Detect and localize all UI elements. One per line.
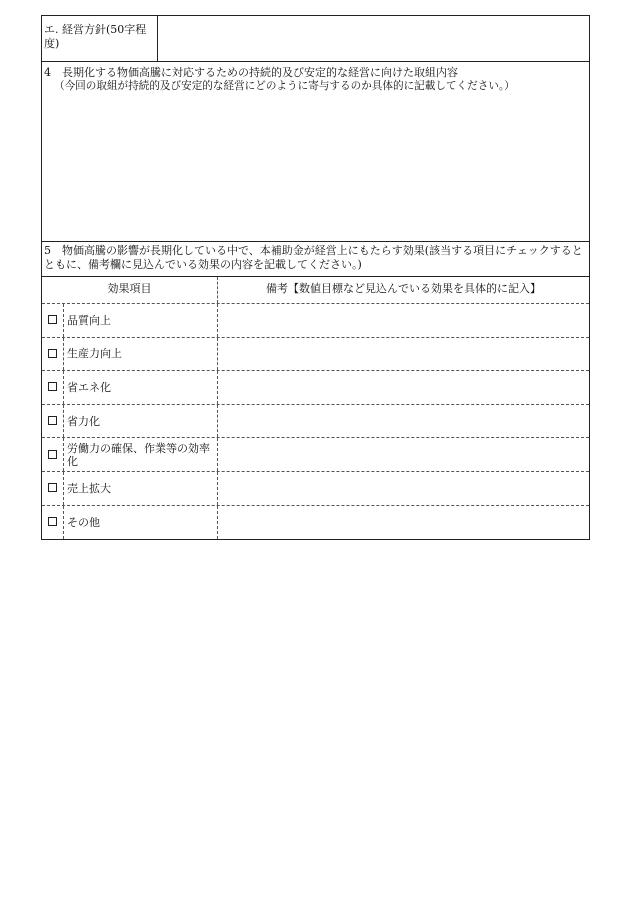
management-policy-row xyxy=(42,16,589,62)
remarks-field-quality[interactable] xyxy=(218,304,589,337)
checkbox-cell xyxy=(42,506,64,540)
effect-row-workforce-efficiency xyxy=(42,438,589,472)
checkbox-labor-saving[interactable] xyxy=(48,416,57,425)
checkbox-other[interactable] xyxy=(48,517,57,526)
management-policy-label: エ. 経営方針(50字程度) xyxy=(42,16,158,61)
section-4-initiatives[interactable] xyxy=(42,61,589,242)
section-5-title: 5 物価高騰の影響が長期化している中で、本補助金が経営上にもたらす効果(該当する項目にチェックするとともに、備考欄に見込んでいる効果の内容を記載してください。) xyxy=(44,244,583,271)
effect-label: 省力化 xyxy=(64,405,218,438)
checkbox-energy-saving[interactable] xyxy=(48,382,57,391)
effects-table-header xyxy=(42,277,589,304)
effect-label: 生産力向上 xyxy=(64,338,218,371)
checkbox-cell xyxy=(42,405,64,438)
effect-label: 労働力の確保、作業等の効率化 xyxy=(64,438,218,471)
effect-label: 品質向上 xyxy=(64,304,218,337)
effect-label: 売上拡大 xyxy=(64,472,218,505)
checkbox-sales-expansion[interactable] xyxy=(48,483,57,492)
remarks-header: 備考【数値目標など見込んでいる効果を具体的に記入】 xyxy=(266,282,541,295)
remarks-field-productivity[interactable] xyxy=(218,338,589,371)
application-form xyxy=(41,15,590,540)
management-policy-field[interactable] xyxy=(158,16,589,61)
effect-row-sales-expansion xyxy=(42,472,589,506)
checkbox-cell xyxy=(42,472,64,505)
effect-item-header: 効果項目 xyxy=(42,277,218,303)
effect-row-other xyxy=(42,506,589,540)
checkbox-workforce-efficiency[interactable] xyxy=(48,450,57,459)
section-4-title: 4 長期化する物価高騰に対応するための持続的及び安定的な経営に向けた取組内容 xyxy=(44,66,458,79)
remarks-field-workforce-efficiency[interactable] xyxy=(218,438,589,471)
effect-row-quality xyxy=(42,304,589,338)
remarks-field-sales-expansion[interactable] xyxy=(218,472,589,505)
checkbox-quality[interactable] xyxy=(48,315,57,324)
section-5-effects xyxy=(42,241,589,539)
checkbox-cell xyxy=(42,304,64,337)
effects-table xyxy=(42,276,589,539)
checkbox-cell xyxy=(42,338,64,371)
effect-row-energy-saving xyxy=(42,371,589,405)
remarks-field-other[interactable] xyxy=(218,506,589,540)
effect-label: 省エネ化 xyxy=(64,371,218,404)
checkbox-cell xyxy=(42,371,64,404)
checkbox-cell xyxy=(42,438,64,471)
checkbox-productivity[interactable] xyxy=(48,349,57,358)
effect-row-labor-saving xyxy=(42,405,589,439)
section-4-note: （今回の取組が持続的及び安定的な経営にどのように寄与するのか具体的に記載してください。） xyxy=(54,80,515,92)
remarks-field-energy-saving[interactable] xyxy=(218,371,589,404)
effect-label: その他 xyxy=(64,506,218,540)
remarks-field-labor-saving[interactable] xyxy=(218,405,589,438)
effect-row-productivity xyxy=(42,338,589,372)
